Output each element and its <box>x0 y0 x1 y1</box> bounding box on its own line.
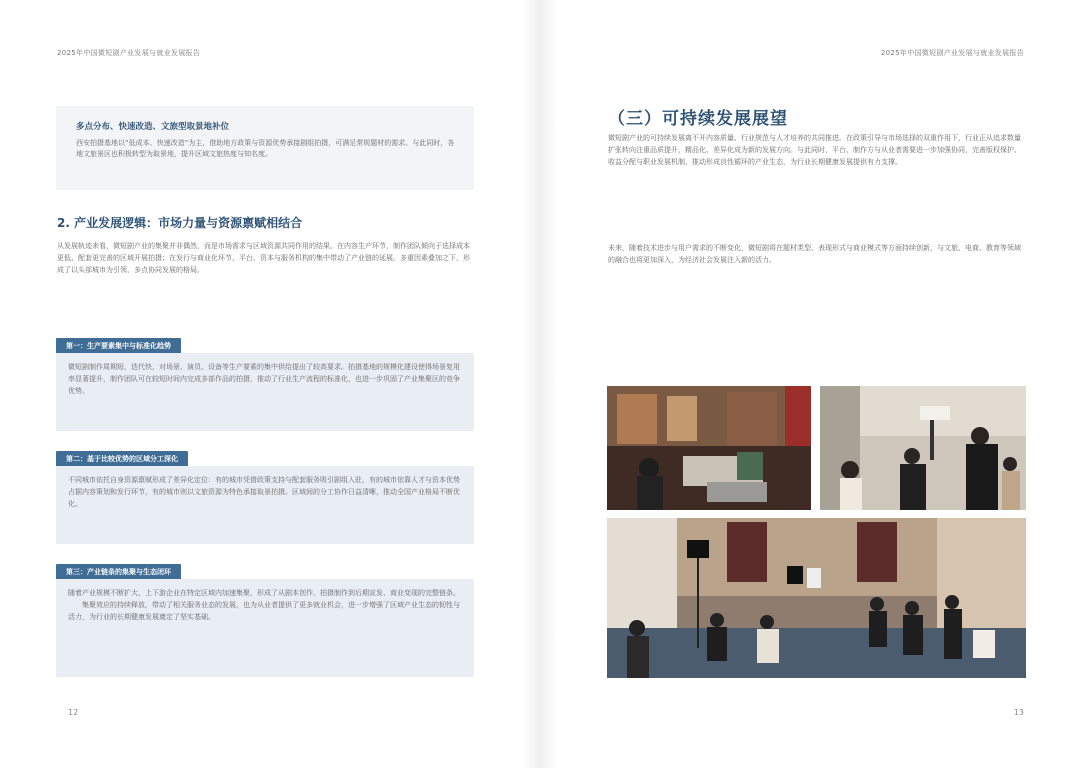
photo-crew-shooting-scene <box>820 386 1026 510</box>
running-header-right: 2025年中国微短剧产业发展与就业发展报告 <box>880 49 1024 57</box>
right-page <box>540 0 1080 768</box>
tag-panel-third: 随着产业规模不断扩大，上下游企业在特定区域内加速集聚，形成了从剧本创作、拍摄制作到后期宣发、商业变现的完整链条。 集聚效应的持续释放，带动了相关服务业态的发展，也为从业者提供了更多就业机会，进一步增强了区域产业生态的韧性与活力，为行业的长期健康发展奠定了坚实基础。 <box>56 579 474 677</box>
callout-title: 多点分布、快速改造、文旅型取景地补位 <box>76 122 230 132</box>
photo-film-set-interior <box>607 386 811 510</box>
paragraph-1: 微短剧产业的可持续发展离不开内容质量、行业规范与人才培养的共同推进。在政策引导与市场选择的双重作用下，行业正从追求数量扩张转向注重品质提升，精品化、差异化成为新的发展方向。与此同时，平台、制作方与从业者需要进一步加强协同，完善版权保护、收益分配与职业发展机制，推动形成良性循环的产业生态，为行业长期健康发展提供有力支撑。 <box>608 134 1021 166</box>
callout-body: 西安拍摄基地以“低成本、快速改造”为主，借助地方政策与资源优势承接剧组拍摄，可满足常规题材的需求。与此同时，各地文旅景区也积极转型为取景地，提升区域文旅热度与知名度。 <box>76 139 455 158</box>
chapter-heading: （三）可持续发展展望 <box>608 109 788 129</box>
section-body: 从发展轨迹来看，微短剧产业的集聚并非偶然，而是市场需求与区域资源共同作用的结果。在内容生产环节，制作团队倾向于选择成本更低、配套更完善的区域开展拍摄；在发行与商业化环节，平台、资本与服务机构的集中带动了产业链的延展。多重因素叠加之下，形成了以头部城市为引领、多点协同发展的格局。 <box>57 242 470 274</box>
running-header-left: 2025年中国微短剧产业发展与就业发展报告 <box>57 49 201 57</box>
callout-box <box>56 106 474 190</box>
paragraph-2: 未来，随着技术进步与用户需求的不断变化，微短剧将在题材类型、表现形式与商业模式等方面持续创新，与文旅、电商、教育等领域的融合也将更加深入，为经济社会发展注入新的活力。 <box>608 244 1021 264</box>
tag-panel-first: 微短剧制作周期短、迭代快，对场景、演员、设备等生产要素的集中供给提出了较高要求。拍摄基地的规模化建设使得场景复用率显著提升，制作团队可在较短时间内完成多部作品的拍摄，推动了行业生产流程的标准化，也进一步巩固了产业集聚区的竞争优势。 <box>56 353 474 431</box>
page-number-right: 13 <box>1013 708 1024 717</box>
tag-panel-second: 不同城市依托自身资源禀赋形成了差异化定位：有的城市凭借政策支持与配套服务吸引剧组入驻，有的城市依靠人才与资本优势占据内容策划和发行环节，有的城市则以文旅资源为特色承接取景拍摄。区域间的分工协作日益清晰，推动全国产业格局不断优化。 <box>56 466 474 544</box>
section-heading: 2. 产业发展逻辑：市场力量与资源禀赋相结合 <box>57 216 303 230</box>
tag-label-first: 第一：生产要素集中与标准化趋势 <box>56 338 181 354</box>
page-number-left: 12 <box>68 708 79 717</box>
tag-label-second: 第二：基于比较优势的区域分工深化 <box>56 451 188 467</box>
tag-label-third: 第三：产业链条的集聚与生态闭环 <box>56 564 181 580</box>
photo-banquet-hall-production <box>607 518 1026 678</box>
